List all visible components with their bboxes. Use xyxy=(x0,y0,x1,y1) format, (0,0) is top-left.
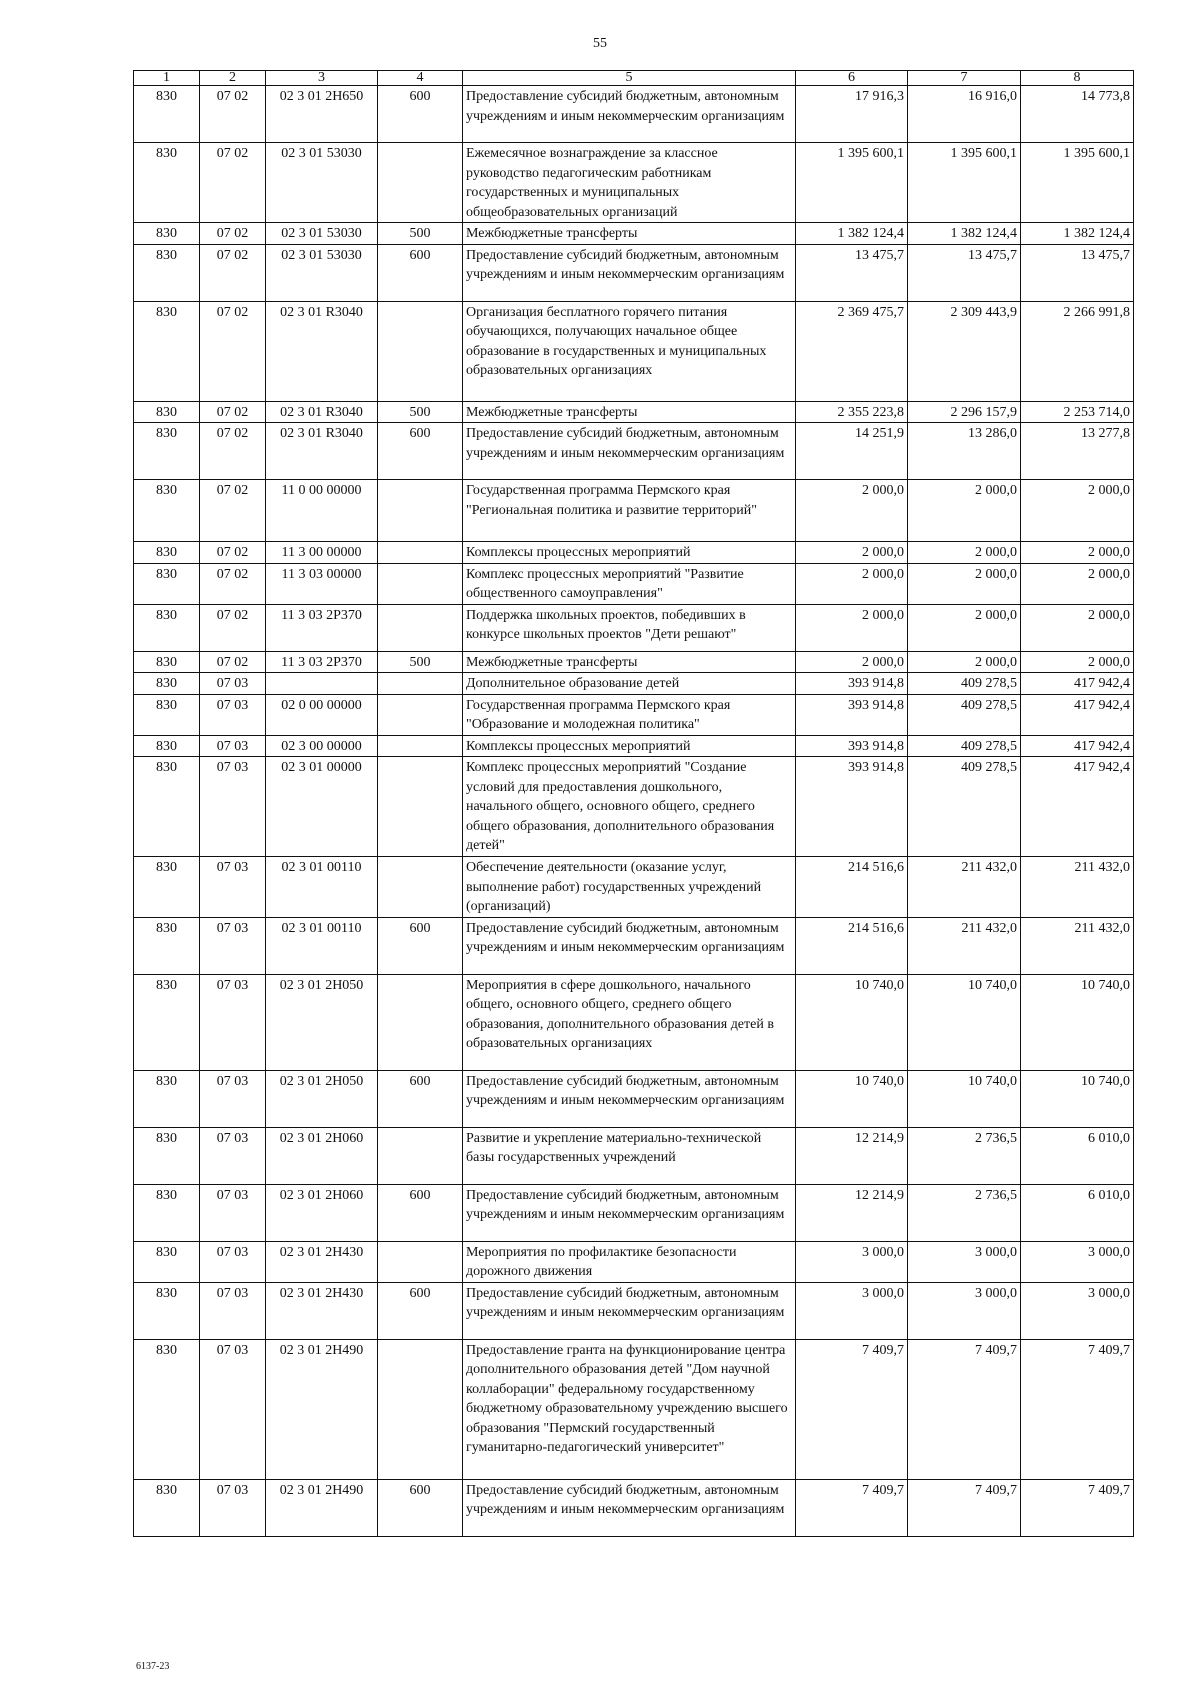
amount-year3-cell: 417 942,4 xyxy=(1021,694,1134,735)
section-code-cell: 07 03 xyxy=(200,735,266,757)
amount-year3-cell: 2 000,0 xyxy=(1021,651,1134,673)
amount-year1-cell: 2 000,0 xyxy=(796,604,908,651)
table-row xyxy=(134,735,1134,757)
amount-year2-cell: 2 000,0 xyxy=(908,480,1021,542)
amount-year3-cell: 14 773,8 xyxy=(1021,86,1134,143)
table-row xyxy=(134,86,1134,143)
document-code: 6137-23 xyxy=(136,1661,170,1672)
amount-year2-cell: 1 382 124,4 xyxy=(908,223,1021,245)
description-cell: Комплекс процессных мероприятий "Создание условий для предоставления дошкольного, начального общего, основного общего, среднего общего образования, дополнительного образования детей" xyxy=(463,757,796,857)
expense-type-cell xyxy=(378,604,463,651)
header-cell: 4 xyxy=(378,71,463,86)
amount-year1-cell: 214 516,6 xyxy=(796,917,908,974)
ministry-code-cell: 830 xyxy=(134,757,200,857)
amount-year1-cell: 7 409,7 xyxy=(796,1339,908,1479)
amount-year1-cell: 14 251,9 xyxy=(796,423,908,480)
expense-type-cell xyxy=(378,301,463,401)
amount-year3-cell: 2 253 714,0 xyxy=(1021,401,1134,423)
ministry-code-cell: 830 xyxy=(134,423,200,480)
amount-year3-cell: 10 740,0 xyxy=(1021,974,1134,1070)
table-row xyxy=(134,301,1134,401)
amount-year1-cell: 17 916,3 xyxy=(796,86,908,143)
header-row xyxy=(134,71,1134,86)
ministry-code-cell: 830 xyxy=(134,735,200,757)
expense-type-cell xyxy=(378,1339,463,1479)
section-code-cell: 07 02 xyxy=(200,143,266,223)
header-cell: 6 xyxy=(796,71,908,86)
amount-year3-cell: 7 409,7 xyxy=(1021,1339,1134,1479)
section-code-cell: 07 02 xyxy=(200,604,266,651)
amount-year2-cell: 13 475,7 xyxy=(908,244,1021,301)
table-row xyxy=(134,694,1134,735)
target-article-cell: 11 3 03 2Р370 xyxy=(266,651,378,673)
section-code-cell: 07 03 xyxy=(200,1479,266,1536)
target-article-cell: 02 0 00 00000 xyxy=(266,694,378,735)
amount-year2-cell: 409 278,5 xyxy=(908,673,1021,695)
description-cell: Дополнительное образование детей xyxy=(463,673,796,695)
amount-year1-cell: 3 000,0 xyxy=(796,1241,908,1282)
section-code-cell: 07 03 xyxy=(200,857,266,918)
target-article-cell: 02 3 00 00000 xyxy=(266,735,378,757)
expense-type-cell xyxy=(378,857,463,918)
target-article-cell: 11 3 03 00000 xyxy=(266,563,378,604)
section-code-cell: 07 03 xyxy=(200,1282,266,1339)
section-code-cell: 07 02 xyxy=(200,563,266,604)
amount-year1-cell: 393 914,8 xyxy=(796,735,908,757)
description-cell: Межбюджетные трансферты xyxy=(463,651,796,673)
amount-year1-cell: 1 382 124,4 xyxy=(796,223,908,245)
amount-year3-cell: 417 942,4 xyxy=(1021,735,1134,757)
header-cell: 7 xyxy=(908,71,1021,86)
table-row xyxy=(134,1184,1134,1241)
amount-year1-cell: 2 000,0 xyxy=(796,542,908,564)
amount-year3-cell: 1 382 124,4 xyxy=(1021,223,1134,245)
section-code-cell: 07 03 xyxy=(200,917,266,974)
table-row xyxy=(134,480,1134,542)
ministry-code-cell: 830 xyxy=(134,1127,200,1184)
table-row xyxy=(134,401,1134,423)
description-cell: Предоставление субсидий бюджетным, автономным учреждениям и иным некоммерческим организациям xyxy=(463,1184,796,1241)
amount-year1-cell: 2 000,0 xyxy=(796,651,908,673)
amount-year1-cell: 3 000,0 xyxy=(796,1282,908,1339)
table-row xyxy=(134,563,1134,604)
target-article-cell: 02 3 01 2Н060 xyxy=(266,1127,378,1184)
description-cell: Межбюджетные трансферты xyxy=(463,401,796,423)
target-article-cell: 02 3 01 R3040 xyxy=(266,401,378,423)
target-article-cell: 02 3 01 53030 xyxy=(266,223,378,245)
amount-year1-cell: 2 355 223,8 xyxy=(796,401,908,423)
table-row xyxy=(134,1127,1134,1184)
table-row xyxy=(134,857,1134,918)
table-row xyxy=(134,974,1134,1070)
ministry-code-cell: 830 xyxy=(134,651,200,673)
expense-type-cell xyxy=(378,735,463,757)
expense-type-cell: 600 xyxy=(378,423,463,480)
amount-year3-cell: 2 266 991,8 xyxy=(1021,301,1134,401)
table-row xyxy=(134,673,1134,695)
target-article-cell: 02 3 01 2Н490 xyxy=(266,1479,378,1536)
table-row xyxy=(134,604,1134,651)
amount-year3-cell: 1 395 600,1 xyxy=(1021,143,1134,223)
amount-year3-cell: 13 277,8 xyxy=(1021,423,1134,480)
description-cell: Предоставление субсидий бюджетным, автономным учреждениям и иным некоммерческим организациям xyxy=(463,244,796,301)
target-article-cell: 02 3 01 00110 xyxy=(266,857,378,918)
section-code-cell: 07 03 xyxy=(200,694,266,735)
expense-type-cell xyxy=(378,542,463,564)
ministry-code-cell: 830 xyxy=(134,143,200,223)
description-cell: Межбюджетные трансферты xyxy=(463,223,796,245)
description-cell: Мероприятия по профилактике безопасности дорожного движения xyxy=(463,1241,796,1282)
table-row xyxy=(134,757,1134,857)
section-code-cell: 07 02 xyxy=(200,223,266,245)
description-cell: Комплекс процессных мероприятий "Развитие общественного самоуправления" xyxy=(463,563,796,604)
section-code-cell: 07 03 xyxy=(200,1070,266,1127)
section-code-cell: 07 02 xyxy=(200,651,266,673)
amount-year3-cell: 3 000,0 xyxy=(1021,1241,1134,1282)
amount-year1-cell: 393 914,8 xyxy=(796,694,908,735)
target-article-cell: 02 3 01 R3040 xyxy=(266,423,378,480)
amount-year1-cell: 2 000,0 xyxy=(796,563,908,604)
section-code-cell: 07 03 xyxy=(200,757,266,857)
amount-year2-cell: 409 278,5 xyxy=(908,735,1021,757)
expense-type-cell xyxy=(378,480,463,542)
header-cell: 2 xyxy=(200,71,266,86)
description-cell: Комплексы процессных мероприятий xyxy=(463,542,796,564)
table-row xyxy=(134,244,1134,301)
header-cell: 1 xyxy=(134,71,200,86)
amount-year3-cell: 6 010,0 xyxy=(1021,1184,1134,1241)
ministry-code-cell: 830 xyxy=(134,857,200,918)
amount-year3-cell: 2 000,0 xyxy=(1021,563,1134,604)
header-cell: 3 xyxy=(266,71,378,86)
description-cell: Предоставление субсидий бюджетным, автономным учреждениям и иным некоммерческим организациям xyxy=(463,1282,796,1339)
ministry-code-cell: 830 xyxy=(134,673,200,695)
description-cell: Предоставление субсидий бюджетным, автономным учреждениям и иным некоммерческим организациям xyxy=(463,1479,796,1536)
amount-year3-cell: 211 432,0 xyxy=(1021,917,1134,974)
expense-type-cell: 500 xyxy=(378,651,463,673)
header-cell: 5 xyxy=(463,71,796,86)
table-row xyxy=(134,542,1134,564)
amount-year3-cell: 2 000,0 xyxy=(1021,480,1134,542)
amount-year2-cell: 211 432,0 xyxy=(908,917,1021,974)
amount-year3-cell: 417 942,4 xyxy=(1021,757,1134,857)
amount-year2-cell: 3 000,0 xyxy=(908,1282,1021,1339)
amount-year3-cell: 2 000,0 xyxy=(1021,542,1134,564)
target-article-cell: 02 3 01 2Н050 xyxy=(266,1070,378,1127)
target-article-cell: 11 3 00 00000 xyxy=(266,542,378,564)
table-row xyxy=(134,223,1134,245)
ministry-code-cell: 830 xyxy=(134,563,200,604)
amount-year1-cell: 214 516,6 xyxy=(796,857,908,918)
ministry-code-cell: 830 xyxy=(134,480,200,542)
amount-year2-cell: 2 296 157,9 xyxy=(908,401,1021,423)
amount-year3-cell: 7 409,7 xyxy=(1021,1479,1134,1536)
expense-type-cell: 600 xyxy=(378,917,463,974)
expense-type-cell xyxy=(378,757,463,857)
section-code-cell: 07 03 xyxy=(200,1127,266,1184)
amount-year1-cell: 10 740,0 xyxy=(796,1070,908,1127)
expense-type-cell xyxy=(378,1241,463,1282)
section-code-cell: 07 02 xyxy=(200,423,266,480)
ministry-code-cell: 830 xyxy=(134,401,200,423)
amount-year1-cell: 12 214,9 xyxy=(796,1184,908,1241)
amount-year2-cell: 1 395 600,1 xyxy=(908,143,1021,223)
amount-year1-cell: 1 395 600,1 xyxy=(796,143,908,223)
amount-year1-cell: 10 740,0 xyxy=(796,974,908,1070)
section-code-cell: 07 02 xyxy=(200,244,266,301)
amount-year2-cell: 2 736,5 xyxy=(908,1184,1021,1241)
amount-year1-cell: 393 914,8 xyxy=(796,673,908,695)
amount-year1-cell: 393 914,8 xyxy=(796,757,908,857)
amount-year2-cell: 7 409,7 xyxy=(908,1479,1021,1536)
description-cell: Предоставление субсидий бюджетным, автономным учреждениям и иным некоммерческим организациям xyxy=(463,423,796,480)
amount-year1-cell: 2 000,0 xyxy=(796,480,908,542)
target-article-cell: 02 3 01 2Н490 xyxy=(266,1339,378,1479)
description-cell: Ежемесячное вознаграждение за классное руководство педагогическим работникам государственных и муниципальных общеобразовательных организаций xyxy=(463,143,796,223)
page-number: 55 xyxy=(593,36,607,51)
description-cell: Развитие и укрепление материально-технической базы государственных учреждений xyxy=(463,1127,796,1184)
ministry-code-cell: 830 xyxy=(134,542,200,564)
expense-type-cell xyxy=(378,694,463,735)
target-article-cell: 02 3 01 00110 xyxy=(266,917,378,974)
ministry-code-cell: 830 xyxy=(134,917,200,974)
ministry-code-cell: 830 xyxy=(134,86,200,143)
amount-year3-cell: 2 000,0 xyxy=(1021,604,1134,651)
expense-type-cell: 600 xyxy=(378,1184,463,1241)
target-article-cell: 02 3 01 2Н430 xyxy=(266,1282,378,1339)
table-row xyxy=(134,1241,1134,1282)
amount-year2-cell: 2 000,0 xyxy=(908,542,1021,564)
expense-type-cell: 600 xyxy=(378,1479,463,1536)
amount-year1-cell: 2 369 475,7 xyxy=(796,301,908,401)
amount-year1-cell: 7 409,7 xyxy=(796,1479,908,1536)
section-code-cell: 07 03 xyxy=(200,1339,266,1479)
section-code-cell: 07 03 xyxy=(200,1184,266,1241)
description-cell: Предоставление субсидий бюджетным, автономным учреждениям и иным некоммерческим организациям xyxy=(463,86,796,143)
amount-year1-cell: 13 475,7 xyxy=(796,244,908,301)
budget-table xyxy=(133,70,1134,1537)
expense-type-cell xyxy=(378,1127,463,1184)
amount-year2-cell: 2 000,0 xyxy=(908,563,1021,604)
amount-year2-cell: 10 740,0 xyxy=(908,974,1021,1070)
ministry-code-cell: 830 xyxy=(134,1241,200,1282)
expense-type-cell: 600 xyxy=(378,1070,463,1127)
amount-year3-cell: 211 432,0 xyxy=(1021,857,1134,918)
description-cell: Мероприятия в сфере дошкольного, начального общего, основного общего, среднего общего образования, дополнительного образования детей в образовательных организациях xyxy=(463,974,796,1070)
target-article-cell: 02 3 01 2Н430 xyxy=(266,1241,378,1282)
amount-year2-cell: 3 000,0 xyxy=(908,1241,1021,1282)
amount-year1-cell: 12 214,9 xyxy=(796,1127,908,1184)
table-row xyxy=(134,143,1134,223)
amount-year3-cell: 6 010,0 xyxy=(1021,1127,1134,1184)
section-code-cell: 07 02 xyxy=(200,401,266,423)
amount-year2-cell: 2 000,0 xyxy=(908,651,1021,673)
table-row xyxy=(134,423,1134,480)
ministry-code-cell: 830 xyxy=(134,223,200,245)
target-article-cell: 11 0 00 00000 xyxy=(266,480,378,542)
amount-year2-cell: 2 736,5 xyxy=(908,1127,1021,1184)
description-cell: Предоставление субсидий бюджетным, автономным учреждениям и иным некоммерческим организациям xyxy=(463,1070,796,1127)
description-cell: Предоставление субсидий бюджетным, автономным учреждениям и иным некоммерческим организациям xyxy=(463,917,796,974)
amount-year2-cell: 409 278,5 xyxy=(908,694,1021,735)
table-row xyxy=(134,1282,1134,1339)
amount-year3-cell: 3 000,0 xyxy=(1021,1282,1134,1339)
description-cell: Государственная программа Пермского края "Образование и молодежная политика" xyxy=(463,694,796,735)
expense-type-cell: 600 xyxy=(378,1282,463,1339)
target-article-cell xyxy=(266,673,378,695)
amount-year2-cell: 16 916,0 xyxy=(908,86,1021,143)
ministry-code-cell: 830 xyxy=(134,1070,200,1127)
target-article-cell: 02 3 01 00000 xyxy=(266,757,378,857)
section-code-cell: 07 03 xyxy=(200,1241,266,1282)
target-article-cell: 02 3 01 2Н650 xyxy=(266,86,378,143)
ministry-code-cell: 830 xyxy=(134,301,200,401)
expense-type-cell xyxy=(378,673,463,695)
section-code-cell: 07 02 xyxy=(200,542,266,564)
amount-year3-cell: 417 942,4 xyxy=(1021,673,1134,695)
expense-type-cell: 500 xyxy=(378,223,463,245)
amount-year2-cell: 10 740,0 xyxy=(908,1070,1021,1127)
amount-year2-cell: 211 432,0 xyxy=(908,857,1021,918)
expense-type-cell: 600 xyxy=(378,86,463,143)
section-code-cell: 07 03 xyxy=(200,673,266,695)
section-code-cell: 07 02 xyxy=(200,301,266,401)
ministry-code-cell: 830 xyxy=(134,1339,200,1479)
amount-year2-cell: 409 278,5 xyxy=(908,757,1021,857)
section-code-cell: 07 02 xyxy=(200,480,266,542)
ministry-code-cell: 830 xyxy=(134,604,200,651)
table-row xyxy=(134,917,1134,974)
target-article-cell: 02 3 01 53030 xyxy=(266,244,378,301)
expense-type-cell: 600 xyxy=(378,244,463,301)
target-article-cell: 02 3 01 2Н060 xyxy=(266,1184,378,1241)
ministry-code-cell: 830 xyxy=(134,1479,200,1536)
ministry-code-cell: 830 xyxy=(134,1184,200,1241)
target-article-cell: 11 3 03 2Р370 xyxy=(266,604,378,651)
description-cell: Комплексы процессных мероприятий xyxy=(463,735,796,757)
description-cell: Государственная программа Пермского края "Региональная политика и развитие территорий" xyxy=(463,480,796,542)
amount-year3-cell: 13 475,7 xyxy=(1021,244,1134,301)
header-cell: 8 xyxy=(1021,71,1134,86)
expense-type-cell xyxy=(378,143,463,223)
description-cell: Обеспечение деятельности (оказание услуг, выполнение работ) государственных учреждений (организаций) xyxy=(463,857,796,918)
table-row xyxy=(134,1479,1134,1536)
amount-year2-cell: 2 309 443,9 xyxy=(908,301,1021,401)
target-article-cell: 02 3 01 53030 xyxy=(266,143,378,223)
description-cell: Организация бесплатного горячего питания обучающихся, получающих начальное общее образование в государственных и муниципальных образовательных организациях xyxy=(463,301,796,401)
ministry-code-cell: 830 xyxy=(134,974,200,1070)
table-row xyxy=(134,1070,1134,1127)
target-article-cell: 02 3 01 2Н050 xyxy=(266,974,378,1070)
table-row xyxy=(134,651,1134,673)
target-article-cell: 02 3 01 R3040 xyxy=(266,301,378,401)
ministry-code-cell: 830 xyxy=(134,244,200,301)
amount-year2-cell: 7 409,7 xyxy=(908,1339,1021,1479)
expense-type-cell xyxy=(378,563,463,604)
ministry-code-cell: 830 xyxy=(134,694,200,735)
amount-year3-cell: 10 740,0 xyxy=(1021,1070,1134,1127)
section-code-cell: 07 02 xyxy=(200,86,266,143)
amount-year2-cell: 2 000,0 xyxy=(908,604,1021,651)
expense-type-cell xyxy=(378,974,463,1070)
ministry-code-cell: 830 xyxy=(134,1282,200,1339)
amount-year2-cell: 13 286,0 xyxy=(908,423,1021,480)
description-cell: Предоставление гранта на функционирование центра дополнительного образования детей "Дом научной коллаборации" федеральному государственному бюджетному образовательному учреждению высшего образования "Пермский государственный гуманитарно-педагогический университет" xyxy=(463,1339,796,1479)
section-code-cell: 07 03 xyxy=(200,974,266,1070)
expense-type-cell: 500 xyxy=(378,401,463,423)
table-row xyxy=(134,1339,1134,1479)
description-cell: Поддержка школьных проектов, победивших в конкурсе школьных проектов "Дети решают" xyxy=(463,604,796,651)
